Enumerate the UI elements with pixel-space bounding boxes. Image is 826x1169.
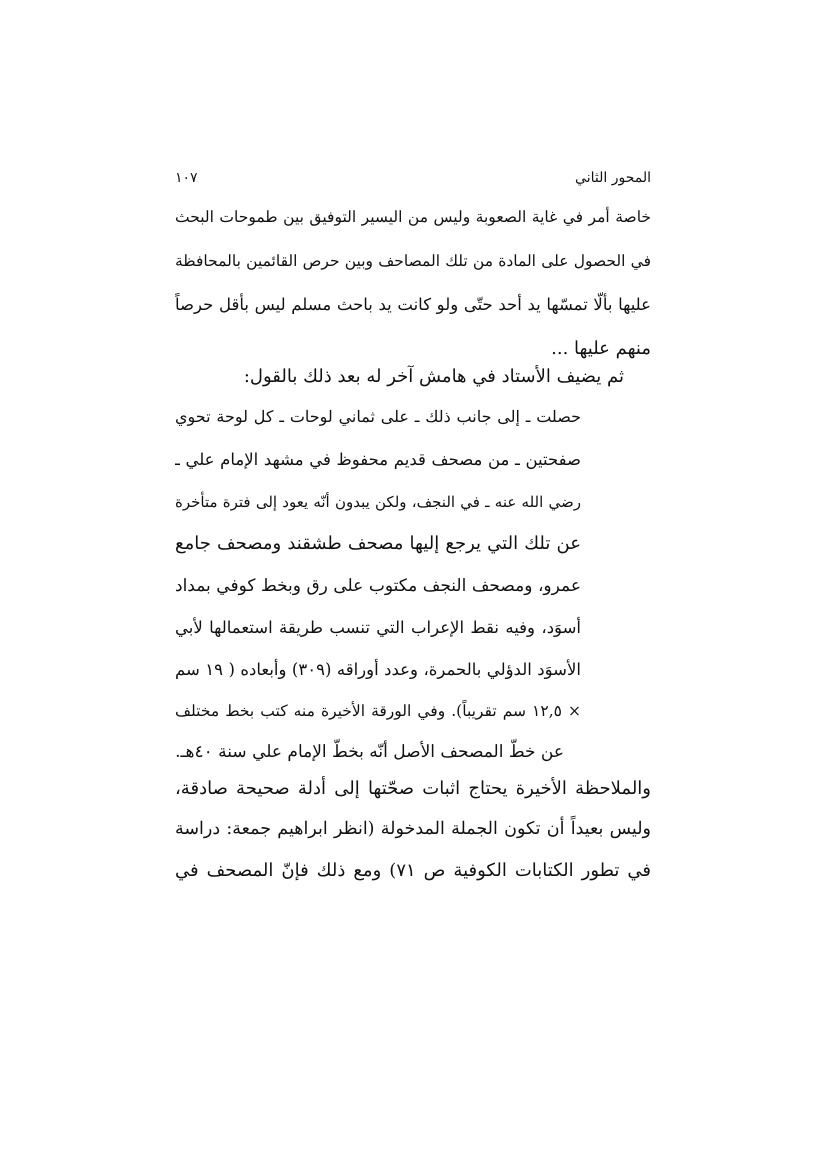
quote-line: عمرو، ومصحف النجف مكتوب على رق وبخط كوفي بمداد (175, 576, 581, 596)
quote-line: حصلت ـ إلى جانب ذلك ـ على ثماني لوحات ـ كل لوحة تحوي (175, 407, 581, 426)
paragraph-2-line: في تطور الكتابات الكوفية ص ٧١) ومع ذلك فإنّ المصحف في (175, 860, 651, 881)
page-number: ١٠٧ (175, 170, 198, 186)
paragraph-1-line: خاصة أمر في غاية الصعوبة وليس من اليسير التوفيق بين طموحات البحث (175, 208, 651, 226)
paragraph-2-line: والملاحظة الأخيرة يحتاج اثبات صحّتها إلى أدلة صحيحة صادقة، (175, 778, 651, 799)
quote-line: أسوَد، وفيه نقط الإعراب التي تنسب طريقة استعمالها لأبي (175, 618, 581, 637)
quote-line: صفحتين ـ من مصحف قديم محفوظ في مشهد الإمام علي ـ (175, 450, 581, 469)
paragraph-1-line: منهم عليها ... (551, 338, 651, 359)
paragraph-2-line: وليس بعيداً أن تكون الجملة المدخولة (انظر ابراهيم جمعة: دراسة (175, 819, 651, 839)
quote-line: عن خطّ المصحف الأصل أنّه بخطّ الإمام علي سنة ٤٠هـ. (175, 742, 564, 762)
intro-line: ثم يضيف الأستاد في هامش آخر له بعد ذلك بالقول: (243, 366, 624, 387)
paragraph-1-line: عليها بألّا تمسّها يد أحد حتّى ولو كانت يد باحث مسلم ليس بأقل حرصاً (175, 295, 651, 314)
quote-line: عن تلك التي يرجع إليها مصحف طشقند ومصحف جامع (175, 533, 581, 554)
quote-line: رضي الله عنه ـ في النجف، ولكن يبدون أنّه يعود إلى فترة متأخرة (175, 493, 581, 511)
running-header-chapter-title: المحور الثاني (575, 170, 651, 186)
paragraph-1-line: في الحصول على المادة من تلك المصاحف وبين حرص القائمين بالمحافظة (175, 252, 651, 270)
page-header (175, 168, 651, 190)
quote-line: الأسوَد الدؤلي بالحمرة، وعدد أوراقه (٣٠٩) وأبعاده ( ١٩ سم (175, 660, 581, 679)
quote-line: × ١٢,٥ سم تقريباً). وفي الورقة الأخيرة منه كتب بخط مختلف (175, 702, 581, 720)
